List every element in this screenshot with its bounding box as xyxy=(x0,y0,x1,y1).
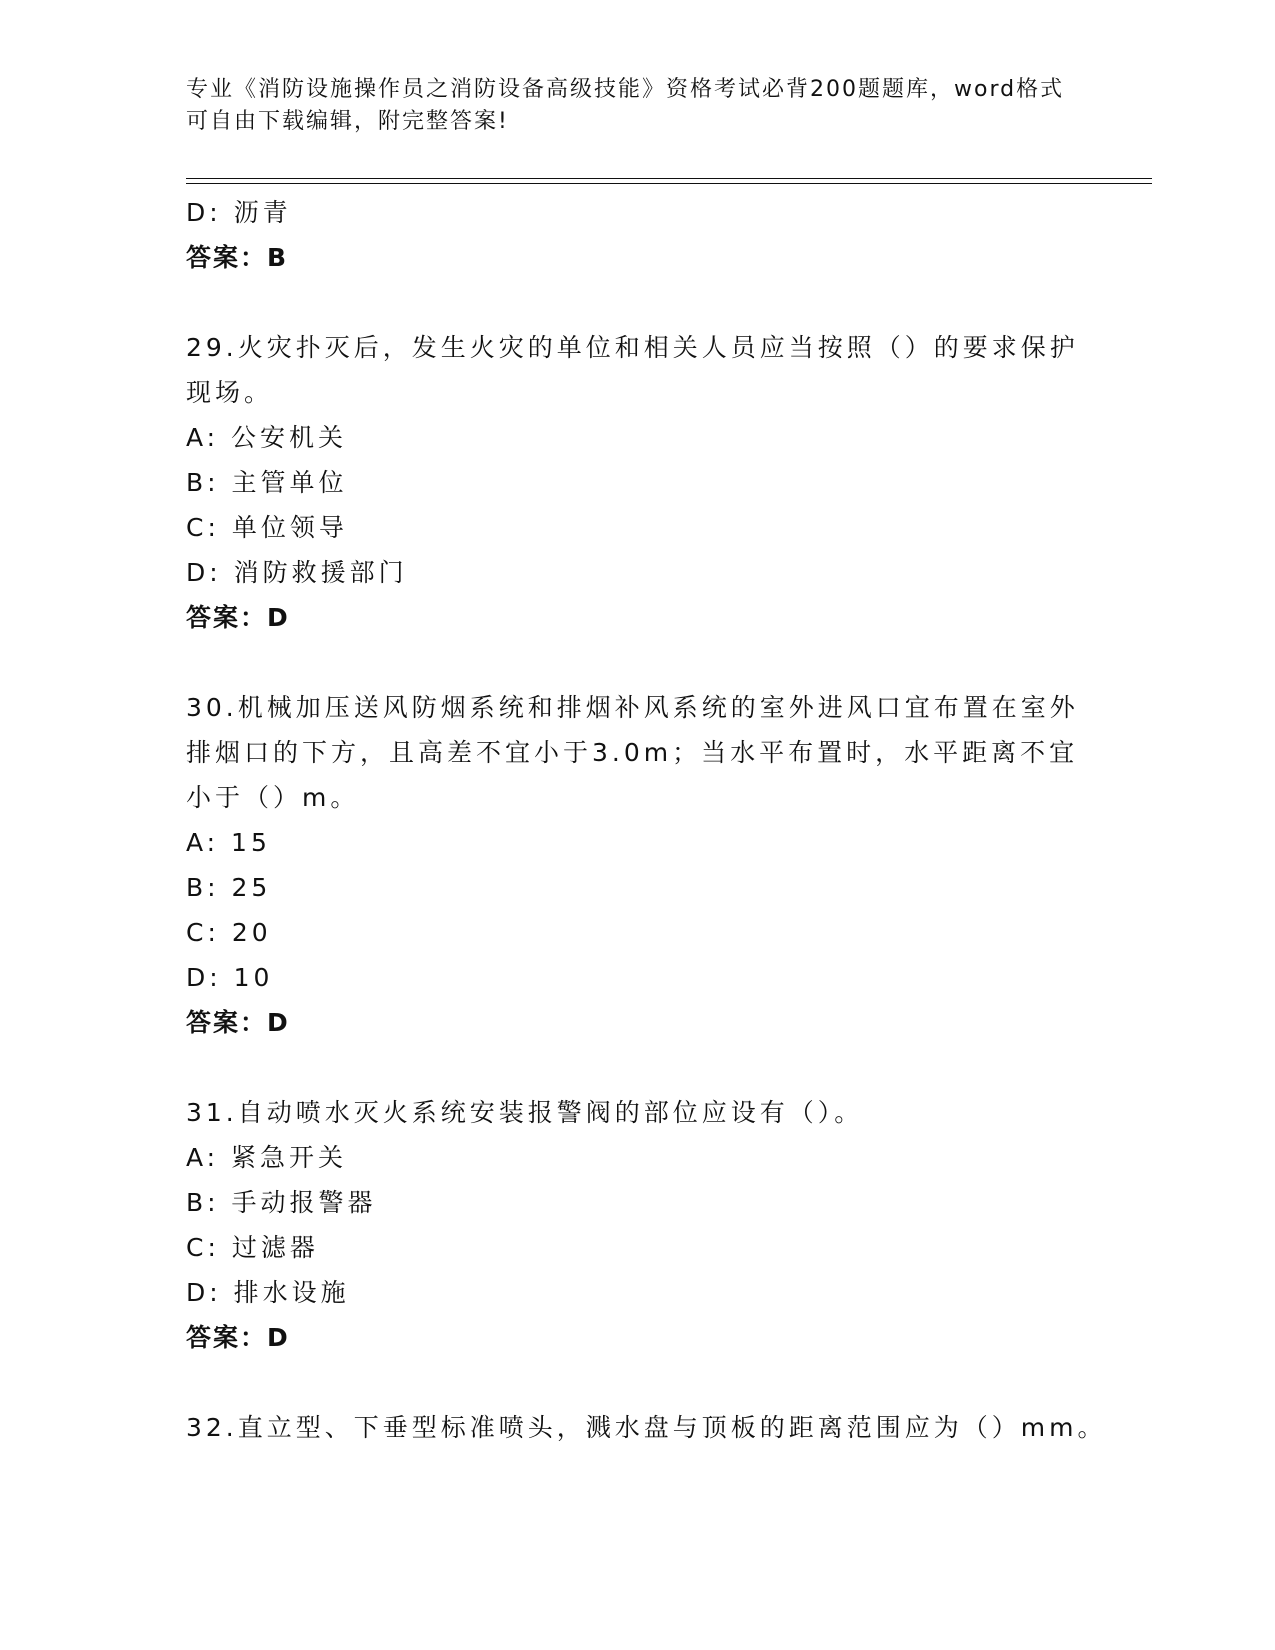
q30-stem-line1: 30.机械加压送风防烟系统和排烟补风系统的室外进风口宜布置在室外 xyxy=(186,693,1079,722)
q31-option-b: B: 手动报警器 xyxy=(186,1188,377,1217)
header-rule-top xyxy=(186,178,1152,179)
q29-stem-line1: 29.火灾扑灭后，发生火灾的单位和相关人员应当按照（）的要求保护 xyxy=(186,333,1079,362)
q31-option-c: C: 过滤器 xyxy=(186,1233,319,1262)
q31-stem-line1: 31.自动喷水灭火系统安装报警阀的部位应设有（）。 xyxy=(186,1098,864,1127)
q31-option-d: D: 排水设施 xyxy=(186,1278,350,1307)
q30-option-a: A: 15 xyxy=(186,828,271,857)
question-content xyxy=(186,190,1107,1450)
q30-option-d: D: 10 xyxy=(186,963,274,992)
document-header: 专业《消防设施操作员之消防设备高级技能》资格考试必背200题题库，word格式可自由下载编辑，附完整答案! xyxy=(186,77,1065,134)
q29-answer: 答案：D xyxy=(186,603,290,632)
q31-answer: 答案：D xyxy=(186,1323,290,1352)
q29-option-d: D: 消防救援部门 xyxy=(186,558,408,587)
header-rule-bottom xyxy=(186,183,1152,184)
q32-stem-line1: 32.直立型、下垂型标准喷头，溅水盘与顶板的距离范围应为（）mm。 xyxy=(186,1413,1107,1442)
q30-option-b: B: 25 xyxy=(186,873,272,902)
q30-answer: 答案：D xyxy=(186,1008,290,1037)
prev-option-d: D: 沥青 xyxy=(186,198,292,227)
prev-answer: 答案：B xyxy=(186,243,289,272)
q29-option-c: C: 单位领导 xyxy=(186,513,348,542)
q30-stem-line3: 小于（）m。 xyxy=(186,783,360,812)
q29-stem-line2: 现场。 xyxy=(186,378,274,407)
q29-option-b: B: 主管单位 xyxy=(186,468,348,497)
q29-option-a: A: 公安机关 xyxy=(186,423,348,452)
q30-option-c: C: 20 xyxy=(186,918,272,947)
q30-stem-line2: 排烟口的下方，且高差不宜小于3.0m；当水平布置时，水平距离不宜 xyxy=(186,738,1079,767)
q31-option-a: A: 紧急开关 xyxy=(186,1143,348,1172)
